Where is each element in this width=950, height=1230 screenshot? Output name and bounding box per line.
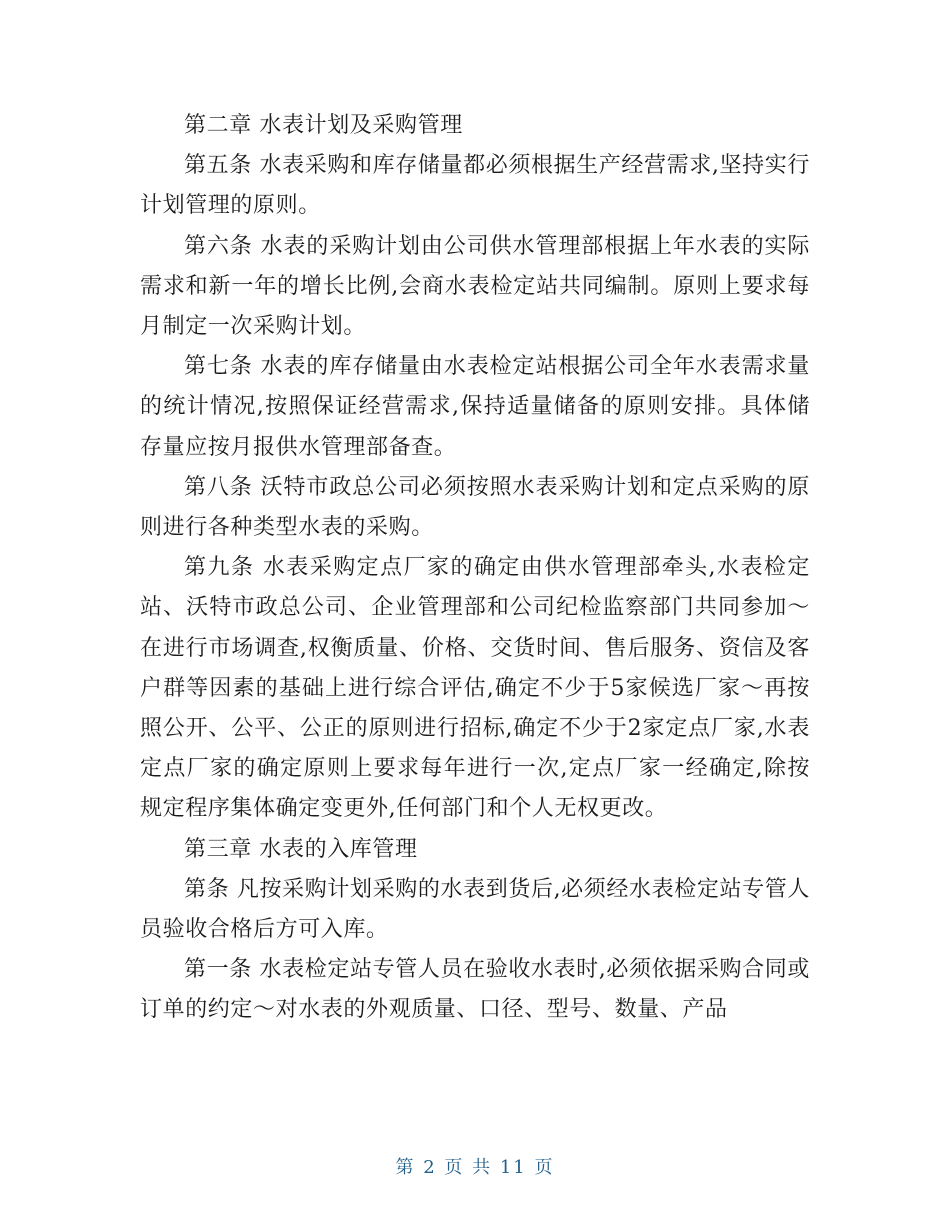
article-11: 第一条 水表检定站专管人员在验收水表时,必须依据采购合同或订单的约定～对水表的外观质量、口径、型号、数量、产品	[140, 957, 810, 1023]
article-7: 第七条 水表的库存储量由水表检定站根据公司全年水表需求量的统计情况,按照保证经营需求,保持适量储备的原则安排。具体储存量应按月报供水管理部备查。	[140, 354, 810, 460]
page-footer: 第 2 页 共 11 页	[395, 1157, 555, 1178]
article-9: 第九条 水表采购定点厂家的确定由供水管理部牵头,水表检定站、沃特市政总公司、企业管理部和公司纪检监察部门共同参加～在进行市场调查,权衡质量、价格、交货时间、售后服务、资信及客户群等因素的基础上进行综合评估,确定不少于5家候选厂家～再按照公开、公平、公正的原则进行招标,确定不少于2家定点厂家,水表定点厂家的确定原则上要求每年进行一次,定点厂家一经确定,除按规定程序集体确定变更外,任何部门和个人无权更改。	[140, 555, 810, 822]
article-8: 第八条 沃特市政总公司必须按照水表采购计划和定点采购的原则进行各种类型水表的采购。	[140, 474, 810, 541]
document-body	[140, 106, 810, 1031]
article-10: 第条 凡按采购计划采购的水表到货后,必须经水表检定站专管人员验收合格后方可入库。	[140, 876, 810, 943]
chapter-2-heading: 第二章 水表计划及采购管理	[184, 113, 463, 138]
article-6: 第六条 水表的采购计划由公司供水管理部根据上年水表的实际需求和新一年的增长比例,会商水表检定站共同编制。原则上要求每月制定一次采购计划。	[140, 233, 810, 340]
chapter-3-heading: 第三章 水表的入库管理	[184, 836, 418, 862]
article-5: 第五条 水表采购和库存储量都必须根据生产经营需求,坚持实行计划管理的原则。	[140, 153, 810, 219]
